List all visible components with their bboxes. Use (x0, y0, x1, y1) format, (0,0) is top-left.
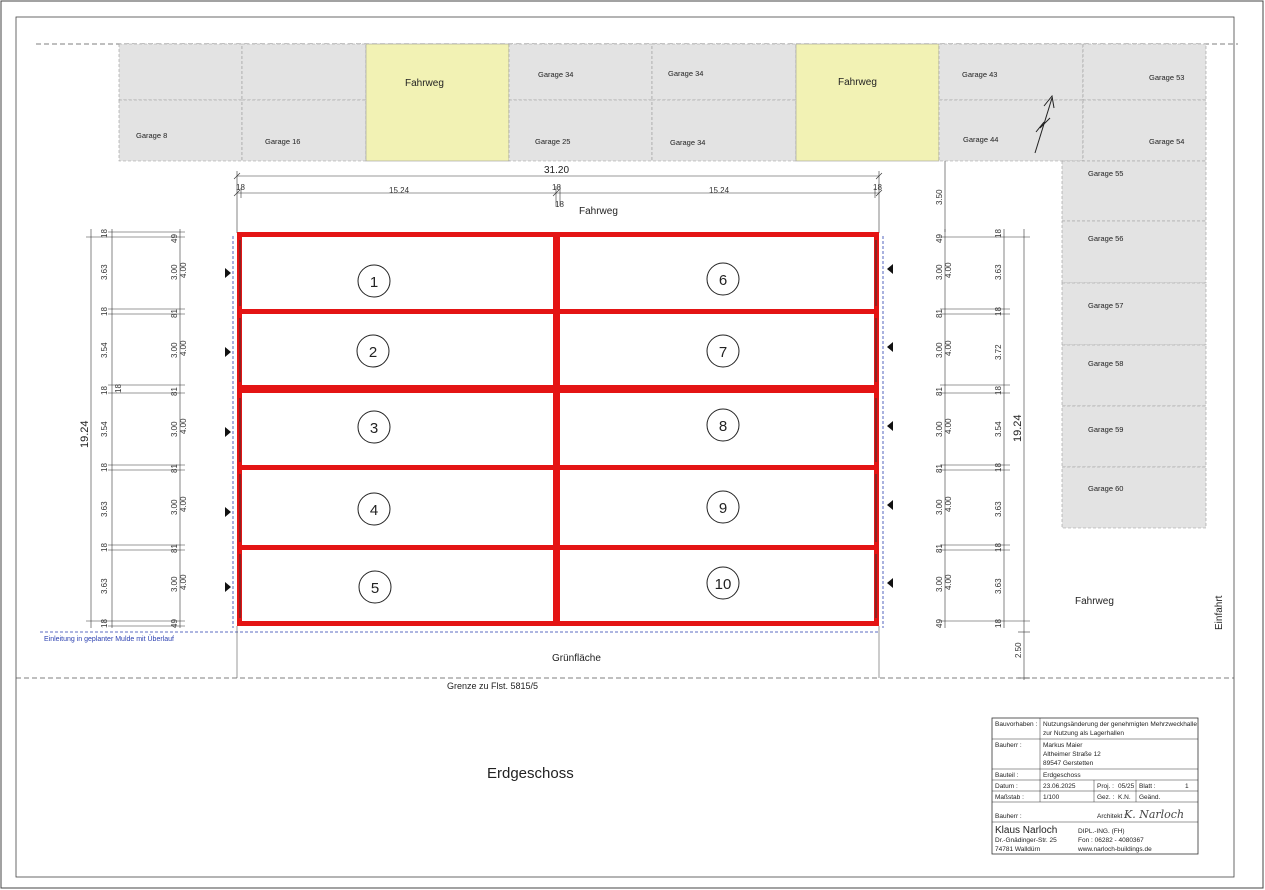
garage-label: Garage 44 (963, 135, 999, 144)
svg-text:49: 49 (170, 619, 179, 628)
unit-number: 6 (718, 272, 728, 289)
svg-text:4.00: 4.00 (179, 340, 188, 356)
tb-value: Fon : 06282 - 4080367 (1078, 837, 1144, 844)
svg-text:81: 81 (935, 464, 944, 473)
unit-number: 5 (370, 580, 380, 597)
tb-value: 74781 Walldürn (995, 846, 1041, 853)
svg-text:81: 81 (170, 464, 179, 473)
overall-height-dim: 19.24 (1012, 414, 1024, 442)
svg-text:3.00: 3.00 (935, 421, 944, 437)
dim-text: 15.24 (709, 186, 730, 195)
svg-text:81: 81 (170, 387, 179, 396)
fahrweg-area-1 (366, 44, 509, 161)
svg-text:18: 18 (100, 619, 109, 628)
tb-value: 23.06.2025 (1043, 783, 1076, 790)
fahrweg-right-label: Fahrweg (1075, 596, 1114, 607)
overall-width-dim: 31.20 (544, 165, 570, 176)
garage-label: Garage 34 (668, 69, 704, 78)
dim-text: 15.24 (389, 186, 410, 195)
fahrweg-top-label: Fahrweg (579, 206, 618, 217)
svg-text:3.63: 3.63 (994, 264, 1003, 280)
svg-text:4.00: 4.00 (944, 340, 953, 356)
tb-value: DIPL.-ING. (FH) (1078, 828, 1125, 835)
firm-name: Klaus Narloch (995, 825, 1058, 836)
tb-label: Maßstab : (995, 794, 1024, 801)
svg-text:18: 18 (114, 384, 123, 393)
tb-label: Bauherr : (995, 742, 1022, 749)
tb-value: Markus Maier (1043, 742, 1083, 749)
svg-text:81: 81 (170, 544, 179, 553)
garage-label: Garage 54 (1149, 137, 1185, 146)
unit-number: 7 (718, 344, 728, 361)
dim-text: 18 (555, 200, 564, 209)
garage-label: Garage 34 (670, 138, 706, 147)
right-dim-labels (935, 189, 1024, 658)
svg-text:3.00: 3.00 (170, 421, 179, 437)
garage-label: Garage 60 (1088, 484, 1124, 493)
svg-text:3.54: 3.54 (994, 421, 1003, 437)
einfahrt-label: Einfahrt (1214, 595, 1225, 630)
svg-text:49: 49 (935, 619, 944, 628)
tb-value: Nutzungsänderung der genehmigten Mehrzweckhalle (1043, 721, 1197, 728)
tb-label: Bauvorhaben : (995, 721, 1038, 728)
svg-text:3.00: 3.00 (170, 342, 179, 358)
unit-number: 4 (369, 502, 379, 519)
tb-value: Altheimer Straße 12 (1043, 751, 1101, 758)
gruenflaeche-label: Grünfläche (552, 653, 601, 664)
tb-label: Blatt : (1139, 783, 1156, 790)
tb-value: Dr.-Gnädinger-Str. 25 (995, 837, 1057, 844)
tb-value: 1/100 (1043, 794, 1060, 801)
fahrweg-area-2 (796, 44, 939, 161)
building-walls (237, 232, 879, 626)
svg-text:81: 81 (935, 387, 944, 396)
svg-text:4.00: 4.00 (944, 574, 953, 590)
svg-text:18: 18 (100, 307, 109, 316)
tb-value: Erdgeschoss (1043, 772, 1081, 779)
tb-label: Proj. : (1097, 783, 1114, 790)
svg-text:3.72: 3.72 (994, 344, 1003, 360)
dim-text: 18 (873, 183, 882, 192)
tb-value: 89547 Gerstetten (1043, 760, 1094, 767)
grenze-label: Grenze zu Flst. 5815/5 (447, 681, 539, 691)
svg-text:18: 18 (994, 463, 1003, 472)
fahrweg-label: Fahrweg (405, 78, 444, 89)
dim-text: 18 (552, 183, 561, 192)
dim-text: 18 (236, 183, 245, 192)
architect-signature: K. Narloch (1124, 808, 1185, 821)
svg-text:2.50: 2.50 (1014, 642, 1023, 658)
unit-number: 9 (718, 500, 728, 517)
svg-text:3.00: 3.00 (935, 264, 944, 280)
unit-number: 8 (718, 418, 728, 435)
drainage-lines (40, 236, 883, 632)
svg-text:4.00: 4.00 (944, 262, 953, 278)
tb-label: Architekt : (1097, 813, 1126, 820)
svg-text:18: 18 (100, 543, 109, 552)
svg-text:3.63: 3.63 (100, 264, 109, 280)
garage-label: Garage 56 (1088, 234, 1124, 243)
svg-text:4.00: 4.00 (179, 418, 188, 434)
svg-text:18: 18 (100, 386, 109, 395)
einleitung-label: Einleitung in geplanter Mulde mit Überlauf (44, 636, 174, 643)
svg-text:18: 18 (994, 619, 1003, 628)
tb-label: Geänd. (1139, 794, 1161, 801)
overall-height-dim: 19.24 (79, 420, 91, 448)
svg-text:18: 18 (100, 463, 109, 472)
garage-label: Garage 25 (535, 137, 571, 146)
svg-text:49: 49 (935, 234, 944, 243)
garage-label: Garage 58 (1088, 359, 1124, 368)
fahrweg-label: Fahrweg (838, 77, 877, 88)
svg-text:4.00: 4.00 (179, 262, 188, 278)
unit-number: 2 (368, 344, 378, 361)
svg-text:3.00: 3.00 (935, 342, 944, 358)
svg-text:18: 18 (994, 229, 1003, 238)
svg-text:18: 18 (994, 307, 1003, 316)
svg-text:81: 81 (935, 309, 944, 318)
tb-label: Gez. : (1097, 794, 1115, 801)
garage-label: Garage 34 (538, 70, 574, 79)
svg-text:3.63: 3.63 (994, 578, 1003, 594)
tb-label: Bauherr : (995, 813, 1022, 820)
svg-text:18: 18 (994, 543, 1003, 552)
svg-text:18: 18 (994, 386, 1003, 395)
svg-text:3.63: 3.63 (994, 501, 1003, 517)
tb-label: Datum : (995, 783, 1018, 790)
tb-value: www.narloch-buildings.de (1078, 846, 1152, 853)
tb-value: zur Nutzung als Lagerhallen (1043, 730, 1124, 737)
svg-text:3.00: 3.00 (935, 576, 944, 592)
svg-text:4.00: 4.00 (944, 418, 953, 434)
floor-title: Erdgeschoss (487, 765, 574, 782)
tb-value: 1 (1185, 783, 1189, 790)
garage-column-right (1062, 161, 1206, 528)
svg-text:4.00: 4.00 (179, 574, 188, 590)
garage-label: Garage 53 (1149, 73, 1185, 82)
tb-value: 05/25 (1118, 783, 1135, 790)
garage-label: Garage 55 (1088, 169, 1124, 178)
svg-text:3.63: 3.63 (100, 578, 109, 594)
garage-label: Garage 59 (1088, 425, 1124, 434)
unit-number: 10 (714, 576, 732, 593)
svg-text:3.63: 3.63 (100, 501, 109, 517)
svg-text:3.00: 3.00 (170, 264, 179, 280)
svg-text:3.00: 3.00 (935, 499, 944, 515)
tb-value: K.N. (1118, 794, 1131, 801)
svg-text:49: 49 (170, 234, 179, 243)
garage-label: Garage 57 (1088, 301, 1124, 310)
svg-text:3.54: 3.54 (100, 421, 109, 437)
tb-label: Bauteil : (995, 772, 1019, 779)
left-dim-labels (79, 229, 188, 628)
svg-text:3.50: 3.50 (935, 189, 944, 205)
svg-text:18: 18 (100, 229, 109, 238)
svg-text:3.00: 3.00 (170, 576, 179, 592)
svg-text:3.54: 3.54 (100, 342, 109, 358)
svg-text:81: 81 (170, 309, 179, 318)
garage-label: Garage 8 (136, 131, 168, 140)
svg-text:3.00: 3.00 (170, 499, 179, 515)
svg-text:4.00: 4.00 (944, 496, 953, 512)
svg-text:4.00: 4.00 (179, 496, 188, 512)
unit-number: 1 (369, 274, 379, 291)
svg-text:81: 81 (935, 544, 944, 553)
garage-label: Garage 43 (962, 70, 998, 79)
unit-number: 3 (369, 420, 379, 437)
garage-label: Garage 16 (265, 137, 301, 146)
